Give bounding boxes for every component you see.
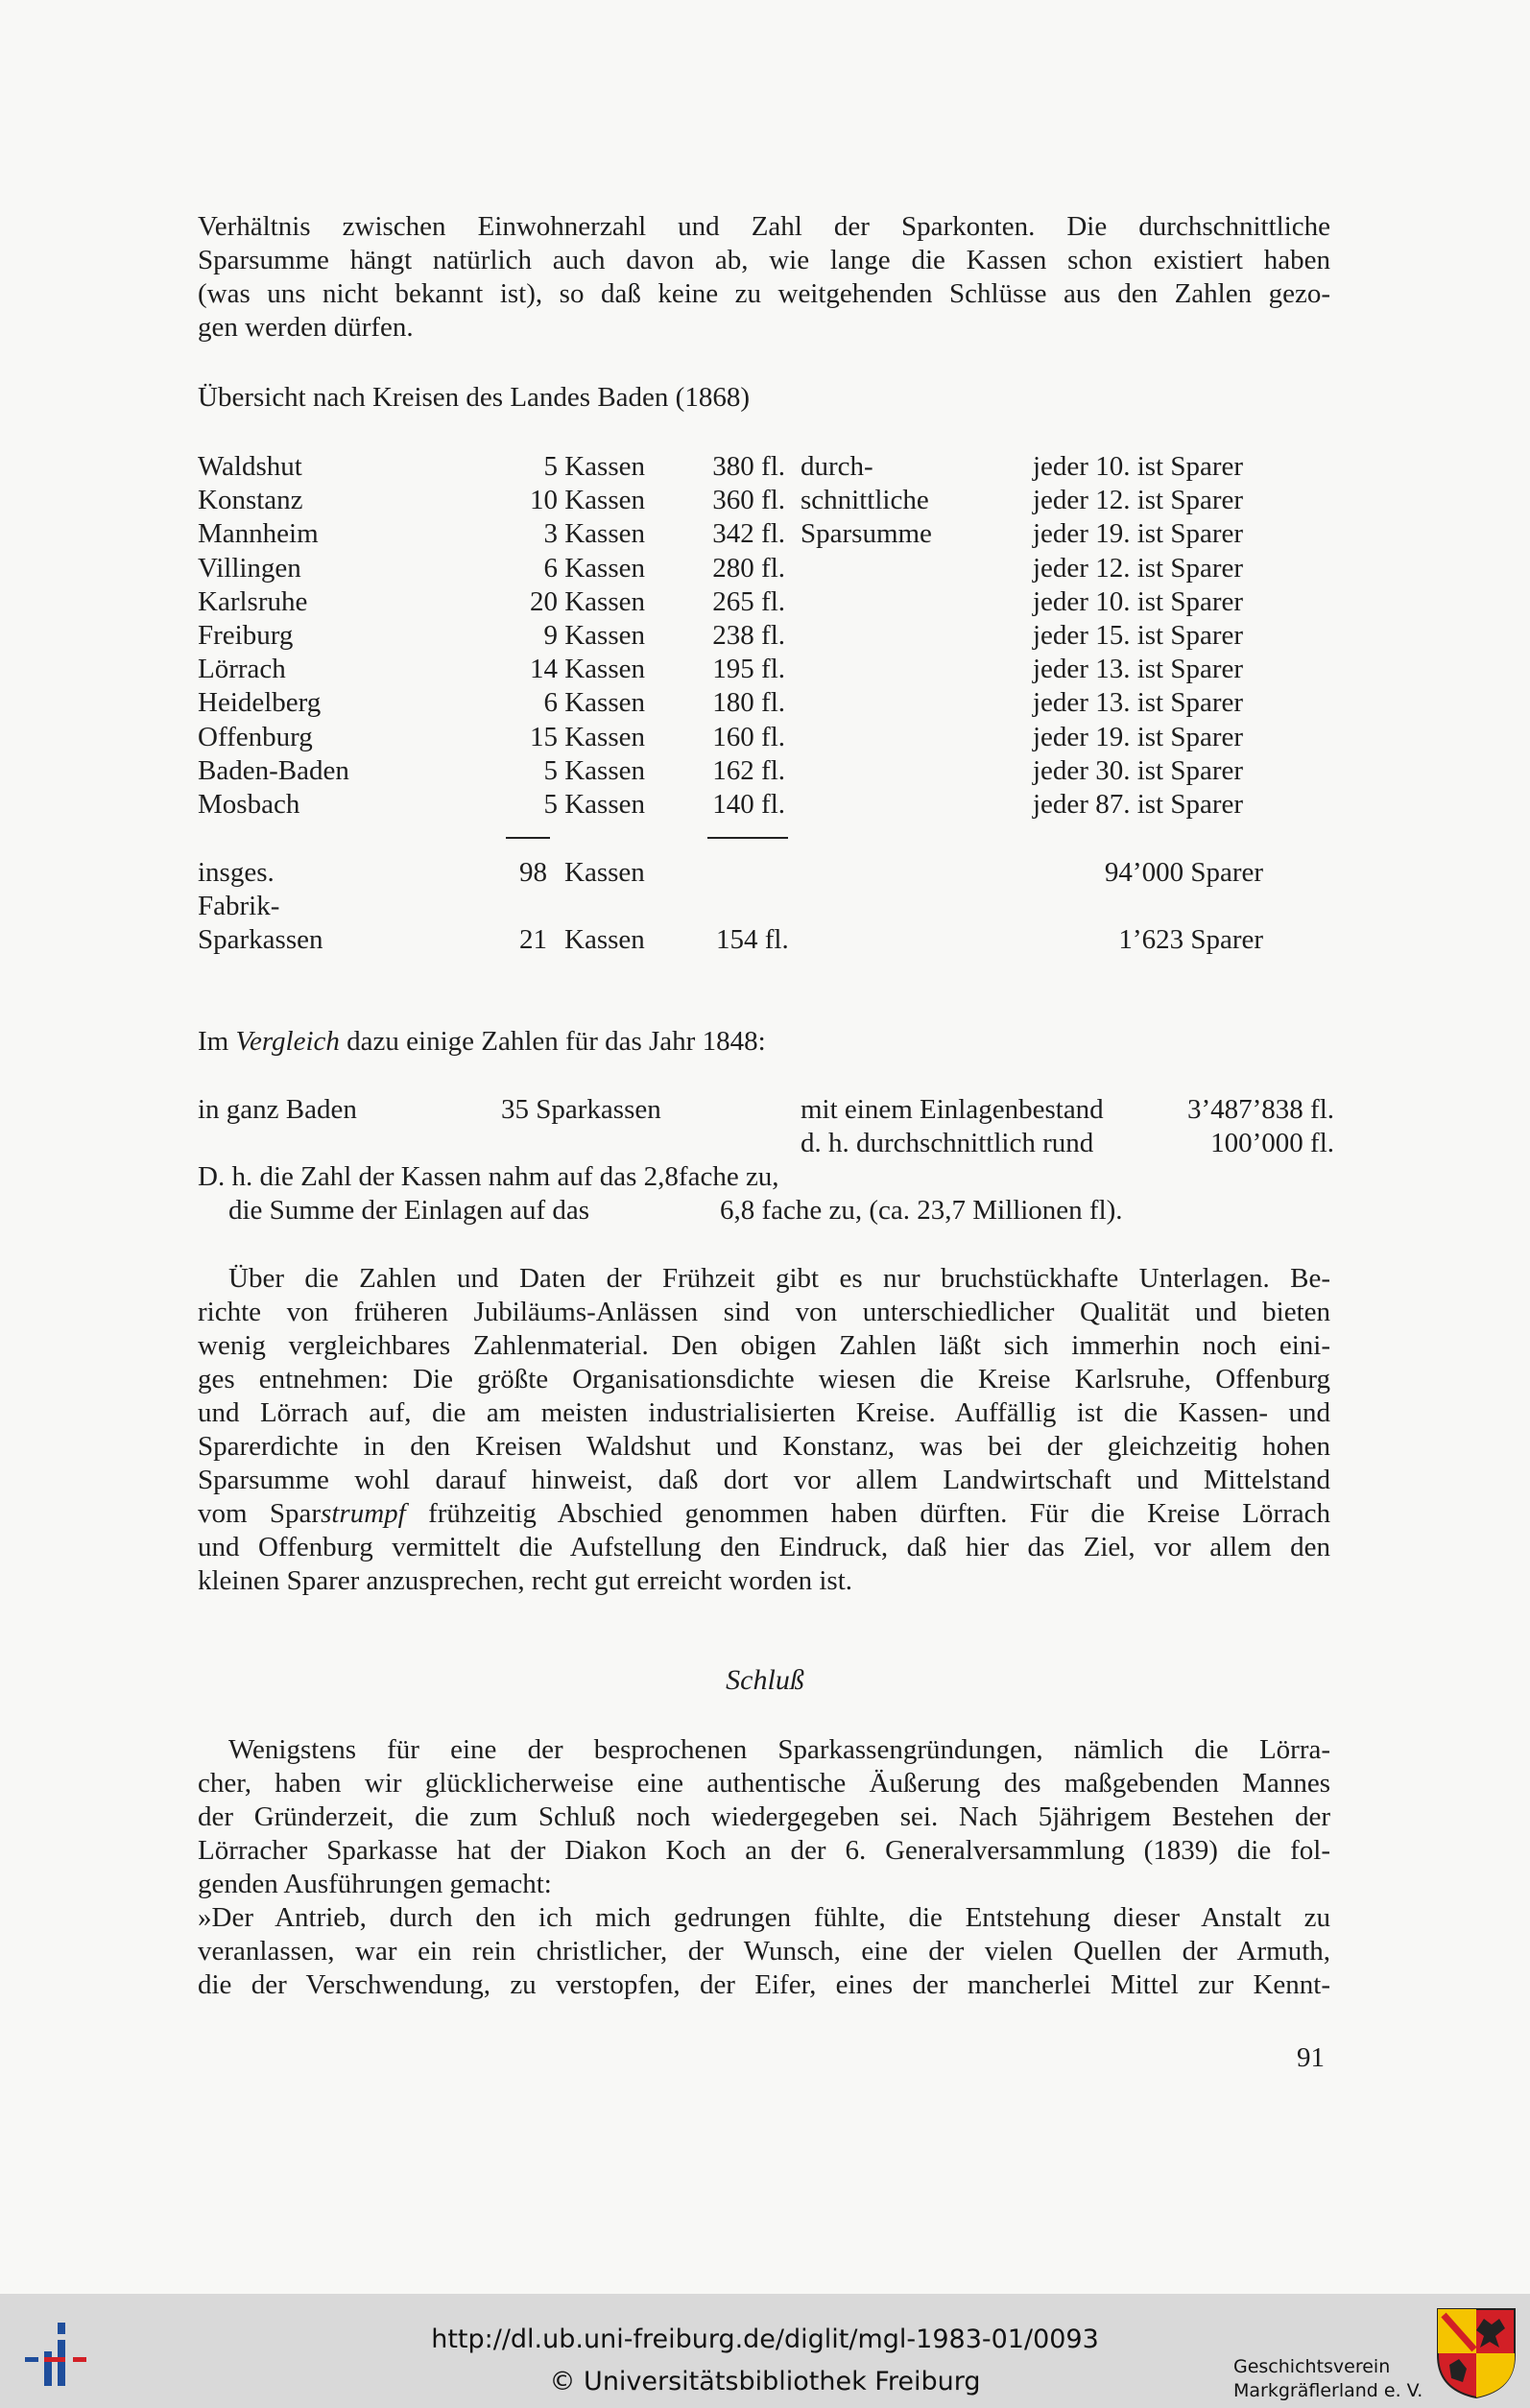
row-sparer: jeder 19. ist Sparer — [1033, 721, 1244, 752]
row-kassen: 6 Kassen — [543, 687, 645, 719]
row-kassen: 3 Kassen — [543, 518, 645, 550]
row-kassen: 14 Kassen — [529, 654, 645, 685]
copyright-text: © Universitätsbibliothek Freiburg — [549, 2367, 981, 2396]
row-kreis: Karlsruhe — [198, 585, 308, 617]
society-name-line2: Markgräflerland e. V. — [1233, 2380, 1423, 2401]
italic-span: strumpf — [321, 1498, 406, 1529]
overview-title: Übersicht nach Kreisen des Landes Baden (1868) — [198, 382, 750, 413]
rule-summe — [707, 837, 788, 839]
page-number: 91 — [1297, 2042, 1325, 2073]
row-sparer: jeder 12. ist Sparer — [1033, 485, 1244, 516]
quote-line: die der Verschwendung, zu verstopfen, der Eifer, eines der mancherlei Mittel zur Kennt- — [198, 1969, 1330, 2000]
total-sparer: 94’000 Sparer — [1104, 857, 1263, 888]
comparison-row2-value: 100’000 fl. — [1210, 1128, 1334, 1158]
text-line: gen werden dürfen. — [198, 312, 414, 343]
row-summe: 265 fl. — [712, 585, 785, 617]
row-kassen: 10 Kassen — [529, 485, 645, 516]
row-kassen: 20 Kassen — [529, 585, 645, 617]
society-name-line1: Geschichtsverein — [1233, 2356, 1391, 2377]
row-kassen: 9 Kassen — [543, 620, 645, 651]
fabrik-kassen: Kassen — [564, 924, 645, 955]
row-kreis: Villingen — [198, 552, 301, 584]
row-sparer: jeder 19. ist Sparer — [1033, 518, 1244, 550]
row-kassen: 5 Kassen — [543, 754, 645, 786]
row-kassen: 15 Kassen — [529, 721, 645, 752]
row-summe: 342 fl. — [712, 518, 785, 550]
row-sparer: jeder 15. ist Sparer — [1033, 620, 1244, 651]
document-url-link[interactable]: http://dl.ub.uni-freiburg.de/diglit/mgl-1983-01/0093 — [431, 2325, 1099, 2354]
quote-line: »Der Antrieb, durch den ich mich gedrungen fühlte, die Entstehung dieser Anstalt zu — [198, 1902, 1330, 1933]
analysis-paragraph — [198, 1262, 1330, 1598]
avg-note-2: schnittliche — [801, 485, 929, 515]
avg-note-3: Sparsumme — [801, 518, 932, 549]
text-line: genden Ausführungen gemacht: — [198, 1869, 552, 1899]
comparison-intro-text-2: dazu einige Zahlen für das Jahr 1848: — [339, 1026, 766, 1057]
row-sparer: jeder 10. ist Sparer — [1033, 451, 1244, 482]
row-summe: 162 fl. — [712, 754, 785, 786]
text-line: cher, haben wir glücklicherweise eine authentische Äußerung des maßgebenden Mannes — [198, 1768, 1330, 1799]
text-line: wenig vergleichbares Zahlenmaterial. Den obigen Zahlen läßt sich immerhin noch eini- — [198, 1330, 1330, 1361]
row-kreis: Heidelberg — [198, 687, 322, 719]
text-line-with-italic — [198, 1497, 1330, 1531]
row-sparer: jeder 13. ist Sparer — [1033, 687, 1244, 719]
comparison-intro — [198, 1025, 766, 1059]
row-kreis: Freiburg — [198, 620, 294, 651]
row-kreis: Offenburg — [198, 721, 313, 752]
row-kreis: Konstanz — [198, 485, 303, 516]
total-label: insges. — [198, 857, 275, 888]
total-count: 98 — [519, 857, 547, 888]
text-line: Verhältnis zwischen Einwohnerzahl und Zahl der Sparkonten. Die durchschnittliche — [198, 211, 1330, 242]
row-summe: 360 fl. — [712, 485, 785, 516]
text-line: und Offenburg vermittelt die Aufstellung den Eindruck, daß hier das Ziel, vor allem den — [198, 1532, 1330, 1562]
row-sparer: jeder 30. ist Sparer — [1033, 754, 1244, 786]
row-kassen: 6 Kassen — [543, 552, 645, 584]
text-line: Über die Zahlen und Daten der Frühzeit gibt es nur bruchstückhafte Unterlagen. Be- — [228, 1263, 1330, 1294]
row-summe: 140 fl. — [712, 789, 785, 820]
row-summe: 180 fl. — [712, 687, 785, 719]
text-line: richte von früheren Jubiläums-Anlässen sind von unterschiedlicher Qualität und bieten — [198, 1297, 1330, 1327]
fabrik-label-1: Fabrik- — [198, 891, 280, 921]
row-summe: 380 fl. — [712, 451, 785, 482]
text-line: und Lörrach auf, die am meisten industrialisierten Kreise. Auffällig ist die Kassen- und — [198, 1397, 1330, 1428]
row-kreis: Mannheim — [198, 518, 319, 550]
row-kreis: Waldshut — [198, 451, 302, 482]
intro-paragraph — [198, 210, 1330, 345]
text-line: kleinen Sparer anzusprechen, recht gut erreicht worden ist. — [198, 1565, 853, 1596]
row-kassen: 5 Kassen — [543, 451, 645, 482]
text-line: Sparerdichte in den Kreisen Waldshut und Konstanz, was bei der gleichzeitig hohen — [198, 1431, 1330, 1462]
comparison-line4-right: 6,8 fache zu, (ca. 23,7 Millionen fl). — [720, 1195, 1123, 1226]
comparison-line3: D. h. die Zahl der Kassen nahm auf das 2,8fache zu, — [198, 1161, 779, 1192]
row-summe: 195 fl. — [712, 654, 785, 685]
rule-kassen — [506, 837, 550, 839]
society-name — [1233, 2355, 1422, 2403]
comparison-line4-left: die Summe der Einlagen auf das — [228, 1195, 590, 1226]
text-line: der Gründerzeit, die zum Schluß noch wiedergegeben sei. Nach 5jährigem Bestehen der — [198, 1801, 1330, 1832]
row-kassen: 5 Kassen — [543, 789, 645, 820]
row-summe: 238 fl. — [712, 620, 785, 651]
fabrik-summe: 154 fl. — [716, 924, 789, 955]
row-sparer: jeder 87. ist Sparer — [1033, 789, 1244, 820]
row-summe: 280 fl. — [712, 552, 785, 584]
row-sparer: jeder 13. ist Sparer — [1033, 654, 1244, 685]
total-kassen: Kassen — [564, 857, 645, 888]
row-kreis: Baden-Baden — [198, 754, 349, 786]
row-sparer: jeder 12. ist Sparer — [1033, 552, 1244, 584]
comparison-row1-value: 3’487’838 fl. — [1186, 1094, 1334, 1125]
comparison-intro-text: Im — [198, 1026, 236, 1057]
viewer-footer — [0, 2294, 1530, 2408]
text-line: Lörracher Sparkasse hat der Diakon Koch an der 6. Generalversammlung (1839) die fol- — [198, 1835, 1330, 1866]
comparison-row1-kassen: 35 Sparkassen — [501, 1094, 661, 1125]
row-kreis: Lörrach — [198, 654, 286, 685]
text-line: (was uns nicht bekannt ist), so daß keine zu weitgehenden Schlüsse aus den Zahlen gezo- — [198, 278, 1330, 309]
text-line: Sparsumme hängt natürlich auch davon ab, wie lange die Kassen schon existiert haben — [198, 245, 1330, 275]
coat-of-arms-icon — [1436, 2307, 1517, 2399]
closing-paragraph — [198, 1733, 1330, 2002]
text-line: Sparsumme wohl darauf hinweist, daß dort vor allem Landwirtschaft und Mittelstand — [198, 1465, 1330, 1495]
fabrik-sparer: 1’623 Sparer — [1118, 924, 1263, 955]
row-summe: 160 fl. — [712, 721, 785, 752]
comparison-intro-italic: Vergleich — [235, 1026, 340, 1057]
fabrik-label-2: Sparkassen — [198, 924, 323, 955]
comparison-row1-text: mit einem Einlagenbestand — [801, 1094, 1104, 1125]
comparison-row1-label: in ganz Baden — [198, 1094, 357, 1125]
text-line: ges entnehmen: Die größte Organisationsdichte wiesen die Kreise Karlsruhe, Offenburg — [198, 1364, 1330, 1395]
avg-note-1: durch- — [801, 451, 873, 482]
text-line: Wenigstens für eine der besprochenen Sparkassengründungen, nämlich die Lörra- — [228, 1734, 1330, 1765]
quote-line: veranlassen, war ein rein christlicher, der Wunsch, eine der vielen Quellen der Armuth, — [198, 1936, 1330, 1967]
text-span: frühzeitig Abschied genommen haben dürften. Für die Kreise Lörrach — [405, 1498, 1330, 1529]
comparison-row2-text: d. h. durchschnittlich rund — [801, 1128, 1094, 1158]
section-heading: Schluß — [726, 1664, 804, 1696]
row-kreis: Mosbach — [198, 789, 300, 820]
row-sparer: jeder 10. ist Sparer — [1033, 585, 1244, 617]
fabrik-count: 21 — [519, 924, 547, 955]
text-span: vom Spar — [198, 1498, 322, 1529]
